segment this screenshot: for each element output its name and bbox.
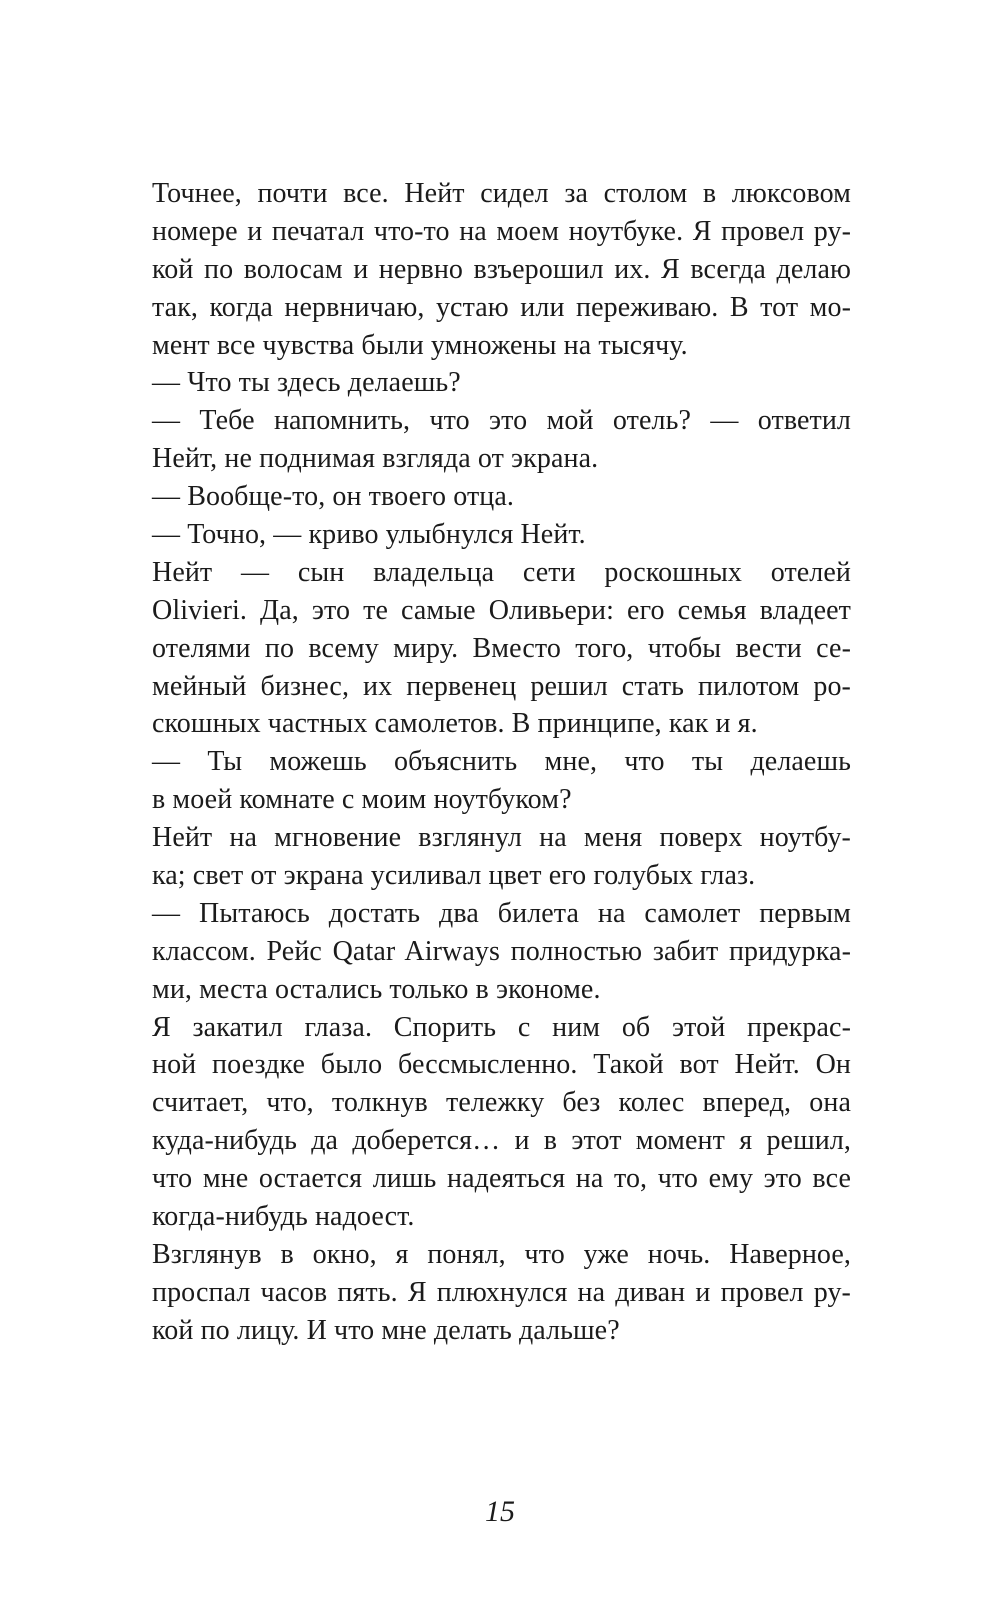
text-line: ка; свет от экрана усиливал цвет его голубых глаз. [152, 860, 756, 892]
page-number: 15 [485, 1495, 515, 1528]
text-line: Взглянув в окно, я понял, что уже ночь. Наверное, [152, 1238, 851, 1270]
text-line: когда-нибудь надоест. [152, 1201, 415, 1233]
text-line: Olivieri. Да, это те самые Оливьери: его семья владеет [152, 594, 851, 626]
text-line: Нейт на мгновение взглянул на меня поверх ноутбу- [152, 822, 851, 854]
text-line: считает, что, толкнув тележку без колес вперед, она [152, 1087, 851, 1119]
text-line: Точнее, почти все. Нейт сидел за столом в люксовом [152, 178, 851, 209]
text-line: отелями по всему миру. Вместо того, чтобы вести се- [152, 632, 851, 664]
text-line: классом. Рейс Qatar Airways полностью забит придурка- [152, 935, 851, 967]
text-line: ной поездке было бессмысленно. Такой вот Нейт. Он [152, 1049, 851, 1081]
text-line: мейный бизнес, их первенец решил стать пилотом ро- [152, 670, 851, 702]
text-line: кой по лицу. И что мне делать дальше? [152, 1314, 620, 1346]
text-line: Нейт — сын владельца сети роскошных отелей [152, 556, 851, 588]
text-line: — Ты можешь объяснить мне, что ты делаешь [152, 746, 851, 778]
body-text [152, 175, 851, 1350]
text-line: — Вообще-то, он твоего отца. [152, 481, 514, 513]
text-line: проспал часов пять. Я плюхнулся на диван и провел ру- [152, 1276, 851, 1308]
text-line: кой по волосам и нервно взъерошил их. Я всегда делаю [152, 253, 851, 285]
text-line: — Точно, — криво улыбнулся Нейт. [152, 519, 586, 551]
text-line: куда-нибудь да доберется… и в этот момент я решил, [152, 1125, 851, 1157]
text-line: Я закатил глаза. Спорить с ним об этой прекрас- [152, 1011, 851, 1043]
text-line: — Тебе напомнить, что это мой отель? — ответил [152, 405, 851, 437]
text-line: скошных частных самолетов. В принципе, как и я. [152, 708, 758, 740]
text-line: ми, места остались только в экономе. [152, 973, 601, 1005]
text-line: мент все чувства были умножены на тысячу. [152, 329, 688, 361]
text-line: Нейт, не поднимая взгляда от экрана. [152, 443, 599, 475]
text-line: так, когда нервничаю, устаю или переживаю. В тот мо- [152, 291, 851, 323]
text-line: номере и печатал что-то на моем ноутбуке. Я провел ру- [152, 215, 851, 247]
text-line: в моей комнате с моим ноутбуком? [152, 784, 572, 816]
text-line: что мне остается лишь надеяться на то, что ему это все [152, 1163, 851, 1195]
text-line: — Что ты здесь делаешь? [152, 367, 461, 399]
text-line: — Пытаюсь достать два билета на самолет первым [152, 897, 851, 929]
